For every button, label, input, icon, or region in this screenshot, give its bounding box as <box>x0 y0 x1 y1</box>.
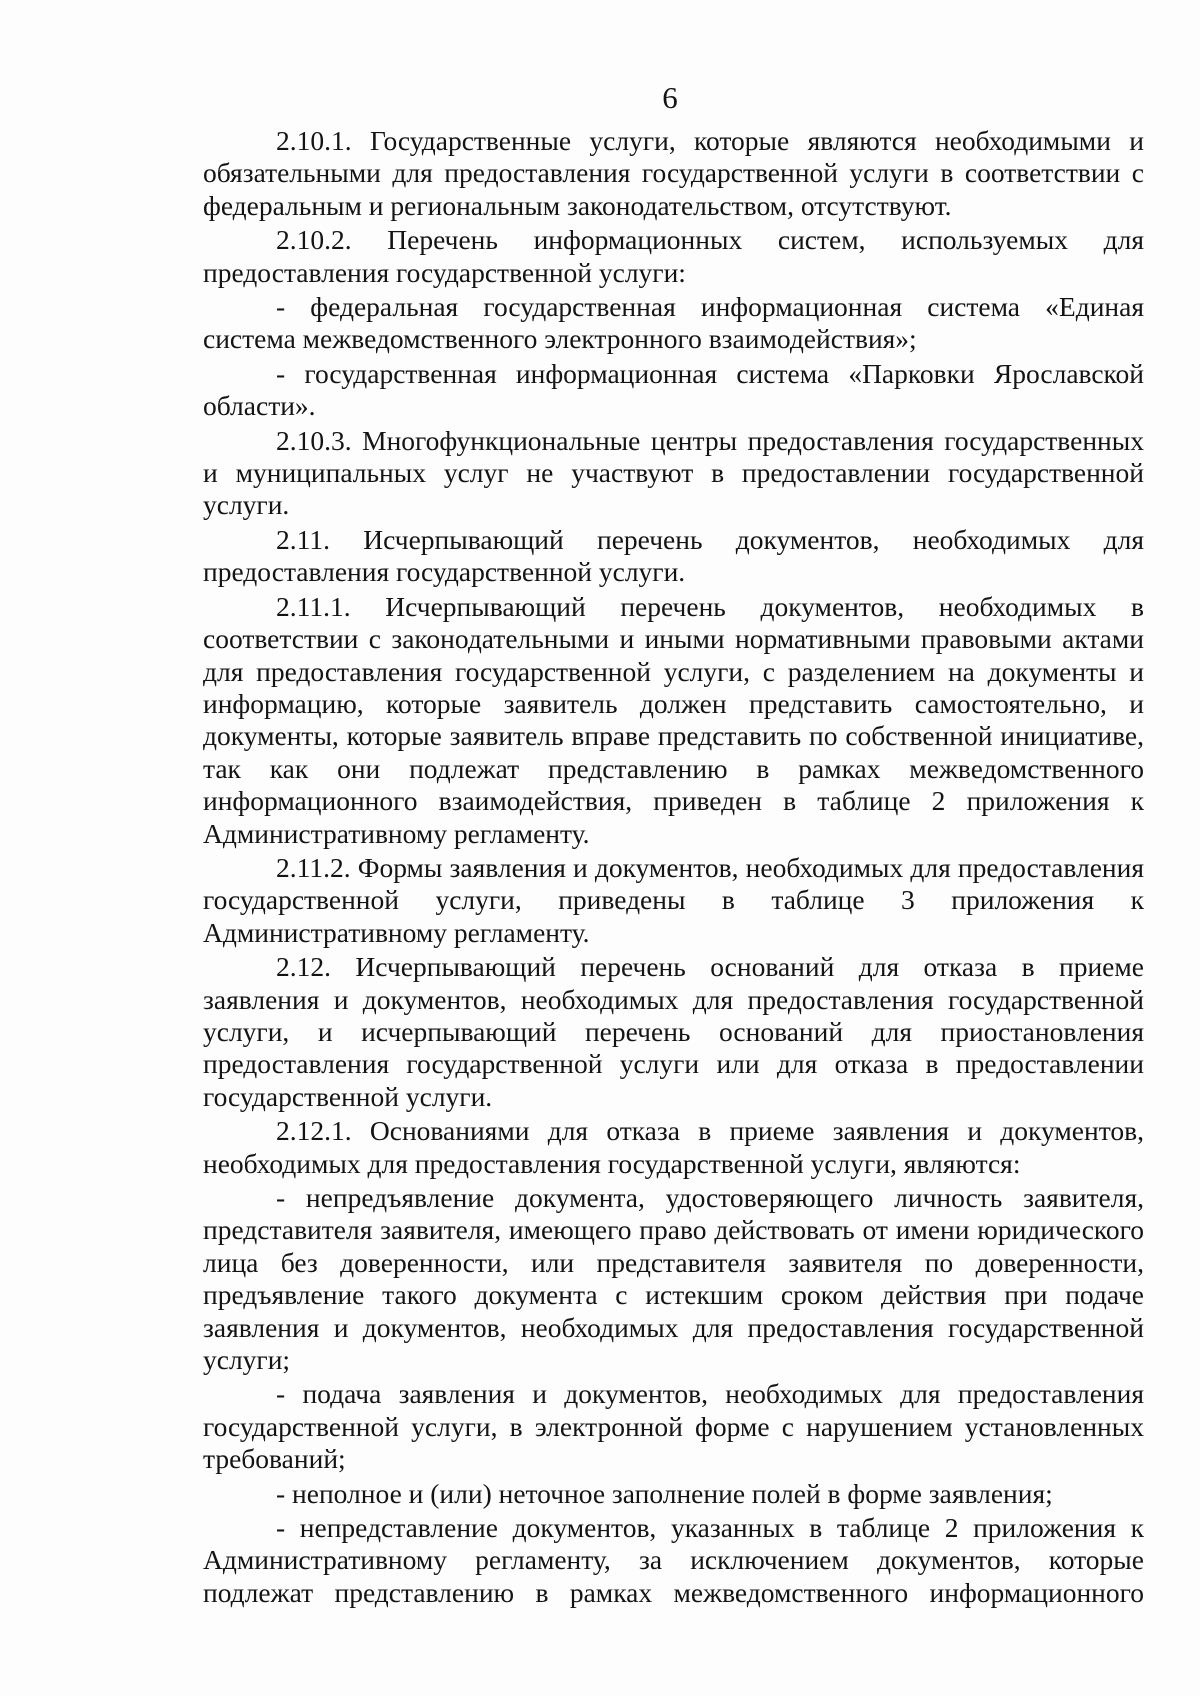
paragraph-2-10-1: 2.10.1. Государственные услуги, которые являются необходимыми и обязательными для предоставления государственной услуги в соответствии с федеральным и региональным законодательством, отсутствуют. <box>203 125 1144 221</box>
list-item-incomplete-fields: - неполное и (или) неточное заполнение полей в форме заявления; <box>276 1477 1053 1509</box>
paragraph-2-12-1: 2.12.1. Основаниями для отказа в приеме заявления и документов, необходимых для предоставления государственной услуги, являются: <box>203 1115 1144 1179</box>
paragraph-2-10-3: 2.10.3. Многофункциональные центры предоставления государственных и муниципальных услуг не участвуют в предоставлении государственной услуги. <box>203 424 1144 521</box>
paragraph-2-11-1: 2.11.1. Исчерпывающий перечень документов, необходимых в соответствии с законодательными и иными нормативными правовыми актами для предоставления государственной услуги, с разделением на документы и информацию, которые заявитель должен представить самостоятельно, и документы, которые заявитель вправе представить по собственной инициативе, так как они подлежат представлению в рамках межведомственного информационного взаимодействия, приведен в таблице 2 приложения к Административному регламенту. <box>203 590 1144 849</box>
paragraph-2-12: 2.12. Исчерпывающий перечень оснований для отказа в приеме заявления и документов, необходимых для предоставления государственной услуги, и исчерпывающий перечень оснований для приостановления предоставления государственной услуги или для отказа в предоставлении государственной услуги. <box>203 951 1144 1112</box>
paragraph-2-10-2: 2.10.2. Перечень информационных систем, используемых для предоставления государственной услуги: <box>203 224 1144 288</box>
list-item-electronic-form-violation: - подача заявления и документов, необходимых для предоставления государственной услуги, в электронной форме с нарушением установленных требований; <box>203 1378 1144 1475</box>
list-item-no-identity-document: - непредъявление документа, удостоверяющего личность заявителя, представителя заявителя, имеющего право действовать от имени юридического лица без доверенности, или представителя заявителя по доверенности, предъявление такого документа с истекшим сроком действия при подаче заявления и документов, необходимых для предоставления государственной услуги; <box>203 1182 1144 1376</box>
list-item-parking-system: - государственная информационная система «Парковки Ярославской области». <box>203 357 1144 422</box>
page-number: 6 <box>662 80 678 115</box>
paragraph-2-11: 2.11. Исчерпывающий перечень документов, необходимых для предоставления государственной услуги. <box>203 523 1144 588</box>
list-item-federal-system: - федеральная государственная информационная система «Единая система межведомственного электронного взаимодействия»; <box>203 291 1144 355</box>
document-body <box>203 125 1144 1609</box>
list-item-missing-documents: - непредставление документов, указанных в таблице 2 приложения к Административному регламенту, за исключением документов, которые подлежат представлению в рамках межведомственного информационного <box>203 1512 1144 1608</box>
paragraph-2-11-2: 2.11.2. Формы заявления и документов, необходимых для предоставления государственной услуги, приведены в таблице 3 приложения к Административному регламенту. <box>203 851 1144 948</box>
